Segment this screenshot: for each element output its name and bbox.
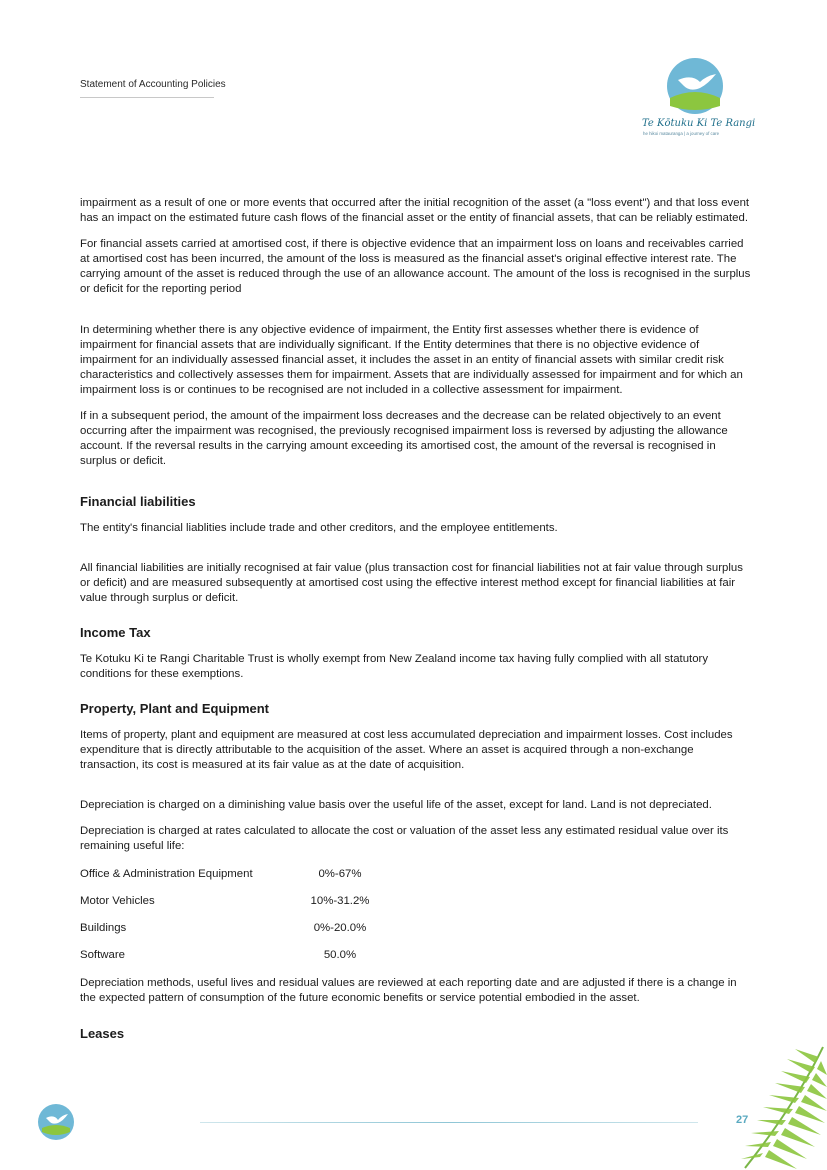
paragraph: Depreciation methods, useful lives and residual values are reviewed at each reporting date and are adjusted if there is a change in the expected pattern of consumption of the future economic benefits or service potential embodied in the asset. <box>80 977 737 1004</box>
paragraph: The entity's financial liablities include trade and other creditors, and the employee entitlements. <box>80 522 558 534</box>
depreciation-rate: 0%-67% <box>318 868 362 880</box>
depreciation-rate: 10%-31.2% <box>310 895 370 907</box>
table-row <box>80 921 385 948</box>
heading-property-plant-equipment: Property, Plant and Equipment <box>80 701 270 716</box>
paragraph: Depreciation is charged at rates calculated to allocate the cost or valuation of the asset less any estimated residual value over its remaining useful life: <box>80 825 729 852</box>
depreciation-rate: 0%-20.0% <box>313 922 367 934</box>
paragraph: impairment as a result of one or more events that occurred after the initial recognition of the asset (a "loss event") and that loss event has an impact on the estimated future cash flows of the financial asset or the entity of financial assets, that can be reliably estimated. <box>80 197 750 224</box>
paragraph: Items of property, plant and equipment are measured at cost less accumulated depreciation and impairment losses. Cost includes expenditure that is directly attributable to the acquisition of the asset. Where an asset is acquired through a non-exchange transaction, its cost is measured at its fair value as at the date of acquisition. <box>80 729 733 771</box>
header-rule <box>80 97 214 98</box>
table-row <box>80 894 385 921</box>
asset-class: Buildings <box>80 922 127 934</box>
table-row <box>80 867 385 894</box>
logo-tagline: he hikoi matauranga | a journey of care <box>643 131 720 136</box>
paragraph: All financial liabilities are initially recognised at fair value (plus transaction cost for financial liabilities not at fair value through surplus or deficit) and are measured subsequently at amortised cost using the effective interest method except for financial liabilities at fair value through surplus or deficit. <box>80 562 743 604</box>
logo-name: Te Kōtuku Ki Te Rangi <box>642 118 756 129</box>
asset-class: Motor Vehicles <box>80 895 155 907</box>
heading-financial-liabilities: Financial liabilities <box>80 494 196 509</box>
section-label: Statement of Accounting Policies <box>80 79 226 90</box>
kotuku-logo-icon <box>640 56 756 142</box>
table-row <box>80 948 385 975</box>
asset-class: Software <box>80 949 125 961</box>
heading-income-tax: Income Tax <box>80 625 151 640</box>
page-number: 27 <box>736 1114 749 1126</box>
paragraph: Te Kotuku Ki te Rangi Charitable Trust is wholly exempt from New Zealand income tax having fully complied with all statutory conditions for these exemptions. <box>80 653 709 680</box>
paragraph: For financial assets carried at amortised cost, if there is objective evidence that an impairment loss on loans and receivables carried at amortised cost has been incurred, the amount of the loss is measured as the financial asset's original effective interest rate. The carrying amount of the asset is reduced through the use of an allowance account. The amount of the loss is recognised in the surplus or deficit for the reporting period <box>80 238 751 295</box>
paragraph: Depreciation is charged on a diminishing value basis over the useful life of the asset, except for land. Land is not depreciated. <box>80 799 712 811</box>
asset-class: Office & Administration Equipment <box>80 868 253 880</box>
heading-leases: Leases <box>80 1026 125 1041</box>
kotuku-footer-icon <box>36 1102 76 1142</box>
footer-rule <box>200 1122 698 1123</box>
paragraph: In determining whether there is any objective evidence of impairment, the Entity first assesses whether there is evidence of impairment for financial assets that are individually significant. If the Entity determines that there is no objective evidence of impairment for an individually assessed financial asset, it includes the asset in an entity of financial assets with similar credit risk characteristics and collectively assesses them for impairment. Assets that are individually assessed for impairment and for which an impairment loss is or continues to be recognised are not included in a collective assessment for impairment. <box>80 324 743 396</box>
depreciation-rate: 50.0% <box>323 949 357 961</box>
document-body <box>80 196 752 1041</box>
depreciation-rates-table <box>80 867 385 975</box>
paragraph: If in a subsequent period, the amount of the impairment loss decreases and the decrease can be related objectively to an event occurring after the impairment was recognised, the previously recognised impairment loss is reversed by adjusting the allowance account. If the reversal results in the carrying amount exceeding its amortised cost, the amount of the reversal is recognised in surplus or deficit. <box>80 410 728 467</box>
fern-icon <box>735 1045 827 1170</box>
